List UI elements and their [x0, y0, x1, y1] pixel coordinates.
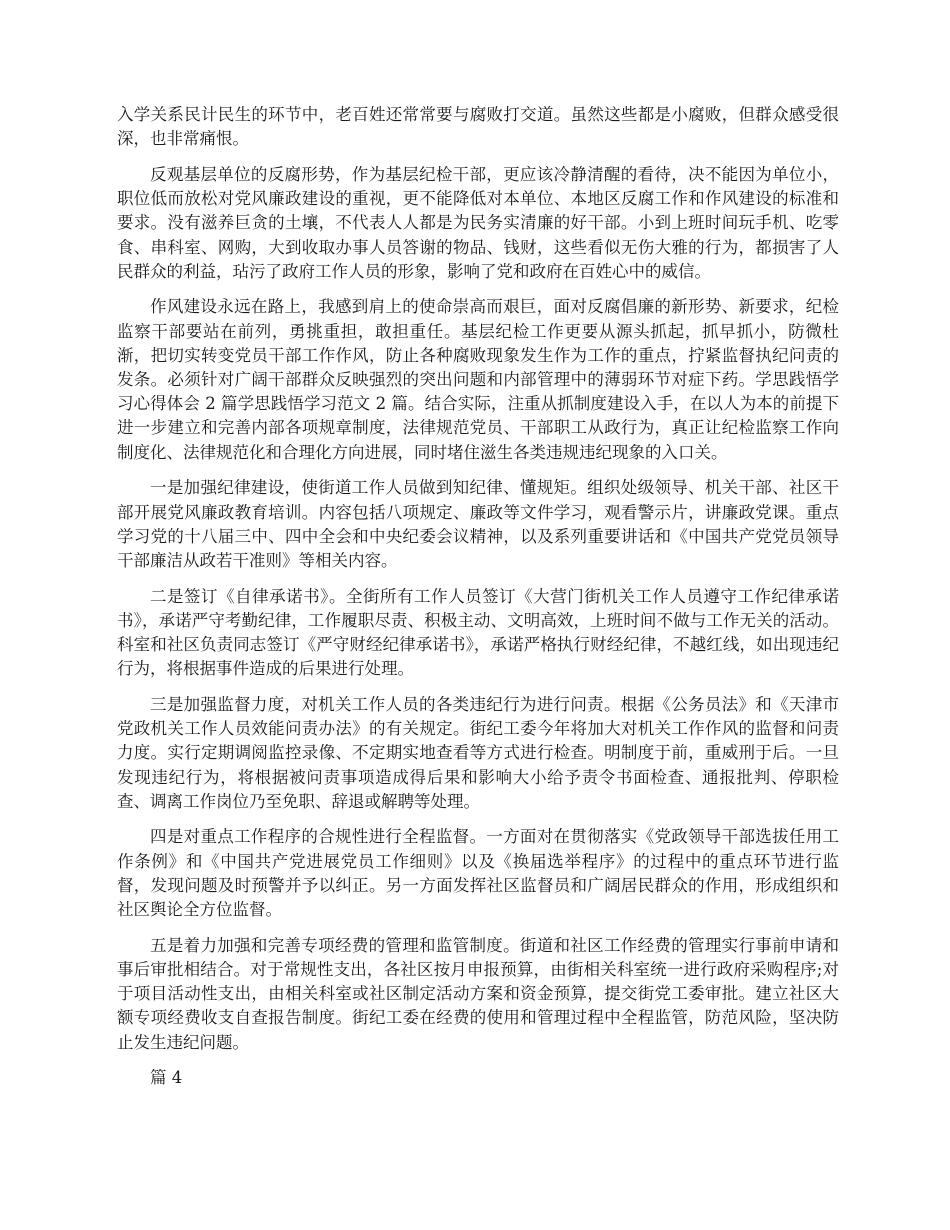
paragraph: 五是着力加强和完善专项经费的管理和监管制度。街道和社区工作经费的管理实行事前申请和事后审批相结合。对于常规性支出，各社区按月申报预算，由街相关科室统一进行政府采购程序;对于项目活动性支出，由相关科室或社区制定活动方案和资金预算，提交街党工委审批。建立社区大额专项经费收支自查报告制度。街纪工委在经费的使用和管理过程中全程监管，防范风险，坚决防止发生违纪问题。	[117, 935, 839, 1052]
paragraph: 二是签订《自律承诺书》。全街所有工作人员签订《大营门街机关工作人员遵守工作纪律承诺书》，承诺严守考勤纪律，工作履职尽责、积极主动、文明高效，上班时间不做与工作无关的活动。科室和社区负责同志签订《严守财经纪律承诺书》，承诺严格执行财经纪律，不越红线，如出现违纪行为，将根据事件造成的后果进行处理。	[117, 586, 839, 679]
paragraph: 三是加强监督力度，对机关工作人员的各类违纪行为进行问责。根据《公务员法》和《天津市党政机关工作人员效能问责办法》的有关规定。街纪工委今年将加大对机关工作作风的监督和问责力度。实行定期调阅监控录像、不定期实地查看等方式进行检查。明制度于前，重威刑于后。一旦发现违纪行为，将根据被问责事项造成得后果和影响大小给予责令书面检查、通报批判、停职检查、调离工作岗位乃至免职、辞退或解聘等处理。	[117, 694, 839, 811]
paragraph: 一是加强纪律建设，使街道工作人员做到知纪律、懂规矩。组织处级领导、机关干部、社区干部开展党风廉政教育培训。内容包括八项规定、廉政等文件学习，观看警示片，讲廉政党课。重点学习党的十八届三中、四中全会和中央纪委会议精神，以及系列重要讲话和《中国共产党党员领导干部廉洁从政若干准则》等相关内容。	[117, 478, 839, 570]
paragraph: 作风建设永远在路上，我感到肩上的使命崇高而艰巨，面对反腐倡廉的新形势、新要求，纪检监察干部要站在前列，勇挑重担，敢担重任。基层纪检工作更要从源头抓起，抓早抓小，防微杜渐，把切实转变党员干部工作作风，防止各种腐败现象发生作为工作的重点，拧紧监督执纪问责的发条。必须针对广阔干部群众反映强烈的突出问题和内部管理中的薄弱环节对症下药。学思践悟学习心得体会 2 篇学思践悟学习范文 2 篇。结合实际，注重从抓制度建设入手，在以人为本的前提下进一步建立和完善内部各项规章制度，法律规范党员、干部职工从政行为，真正让纪检监察工作向制度化、法律规范化和合理化方向进展，同时堵住滋生各类违规违纪现象的入口关。	[117, 297, 839, 462]
paragraph: 反观基层单位的反腐形势，作为基层纪检干部，更应该冷静清醒的看待，决不能因为单位小，职位低而放松对党风廉政建设的重视，更不能降低对本单位、本地区反腐工作和作风建设的标准和要求。没有滋养巨贪的土壤，不代表人人都是为民务实清廉的好干部。小到上班时间玩手机、吃零食、串科室、网购，大到收取办事人员答谢的物品、钱财，这些看似无伤大雅的行为，都损害了人民群众的利益，玷污了政府工作人员的形象，影响了党和政府在百姓心中的威信。	[117, 164, 839, 281]
paragraph: 四是对重点工作程序的合规性进行全程监督。一方面对在贯彻落实《党政领导干部选拔任用工作条例》和《中国共产党进展党员工作细则》以及《换届选举程序》的过程中的重点环节进行监督，发现问题及时预警并予以纠正。另一方面发挥社区监督员和广阔居民群众的作用，形成组织和社区舆论全方位监督。	[117, 827, 839, 920]
section-heading: 篇 4	[150, 1068, 183, 1088]
paragraph: 入学关系民计民生的环节中，老百姓还常常要与腐败打交道。虽然这些都是小腐败，但群众感受很深，也非常痛恨。	[117, 105, 839, 149]
document-page	[117, 103, 839, 1091]
